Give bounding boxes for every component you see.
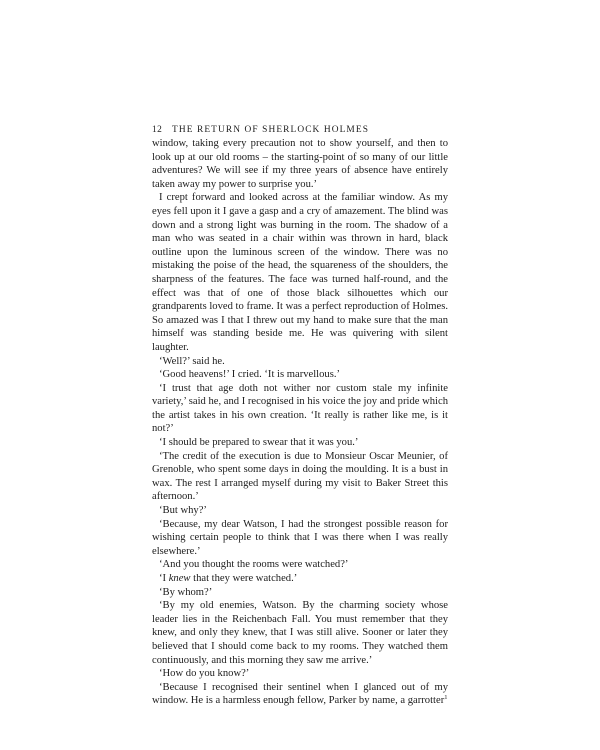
body-text <box>152 137 448 708</box>
emphasis-knew: knew <box>168 573 191 584</box>
paragraph-knew-after: that they were watched.’ <box>190 573 298 584</box>
paragraph-last <box>152 681 448 708</box>
paragraph: ‘I should be prepared to swear that it was you.’ <box>159 437 359 449</box>
paragraph-knew-before: ‘I <box>159 573 169 584</box>
footnote-marker: 1 <box>444 694 448 702</box>
paragraph: I crept forward and looked across at the familiar window. As my eyes fell upon it I gave a gasp and a cry of amazement. The blind was down and a strong light was burning in the room. The shadow of a man who was seated in a chair within was thrown in hard, black outline upon the luminous screen of the window. There was no mistaking the poise of the head, the squareness of the shoulders, the sharpness of the features. The face was turned half-round, and the effect was that of one of those black silhouettes which our grandparents loved to frame. It was a perfect reproduction of Holmes. So amazed was I that I threw out my hand to make sure that the man himself was standing beside me. He was quivering with silent laughter. <box>152 192 448 353</box>
paragraph-knew <box>152 572 448 586</box>
paragraph: ‘And you thought the rooms were watched?’ <box>159 559 349 571</box>
paragraph: ‘How do you know?’ <box>159 668 250 680</box>
paragraph: ‘But why?’ <box>159 505 207 517</box>
paragraph: ‘I trust that age doth not wither nor custom stale my infinite variety,’ said he, and I recognised in his voice the joy and pride which the artist takes in his own creation. ‘It really is rather like me, is it not?’ <box>152 382 448 435</box>
paragraph-last-text: ‘Because I recognised their sentinel when I glanced out of my window. He is a harmless enough fellow, Parker by name, a garrotter <box>152 681 448 707</box>
paragraph: ‘By my old enemies, Watson. By the charming society whose leader lies in the Reichenbach Fall. You must remember that they knew, and only they knew, that I was still alive. Sooner or later they believed that I should come back to my rooms. They watched them continuously, and this morning they saw me arrive.’ <box>152 600 448 666</box>
paragraph: ‘By whom?’ <box>159 586 213 598</box>
paragraph: ‘The credit of the execution is due to Monsieur Oscar Meunier, of Grenoble, who spent some days in doing the moulding. It is a bust in wax. The rest I arranged myself during my visit to Baker Street this afternoon.’ <box>152 450 448 503</box>
running-title: THE RETURN OF SHERLOCK HOLMES <box>172 125 370 135</box>
paragraph: ‘Good heavens!’ I cried. ‘It is marvellous.’ <box>159 369 341 381</box>
paragraph: ‘Because, my dear Watson, I had the strongest possible reason for wishing certain people to think that I was there when I was really elsewhere.’ <box>152 518 448 557</box>
page-number: 12 <box>152 125 163 135</box>
running-head <box>152 123 448 137</box>
paragraph: ‘Well?’ said he. <box>159 355 225 367</box>
paragraph: window, taking every precaution not to show yourself, and then to look up at our old rooms – the starting-point of so many of our little adventures? We will see if my three years of absence have entirely taken away my power to surprise you.’ <box>152 138 448 190</box>
